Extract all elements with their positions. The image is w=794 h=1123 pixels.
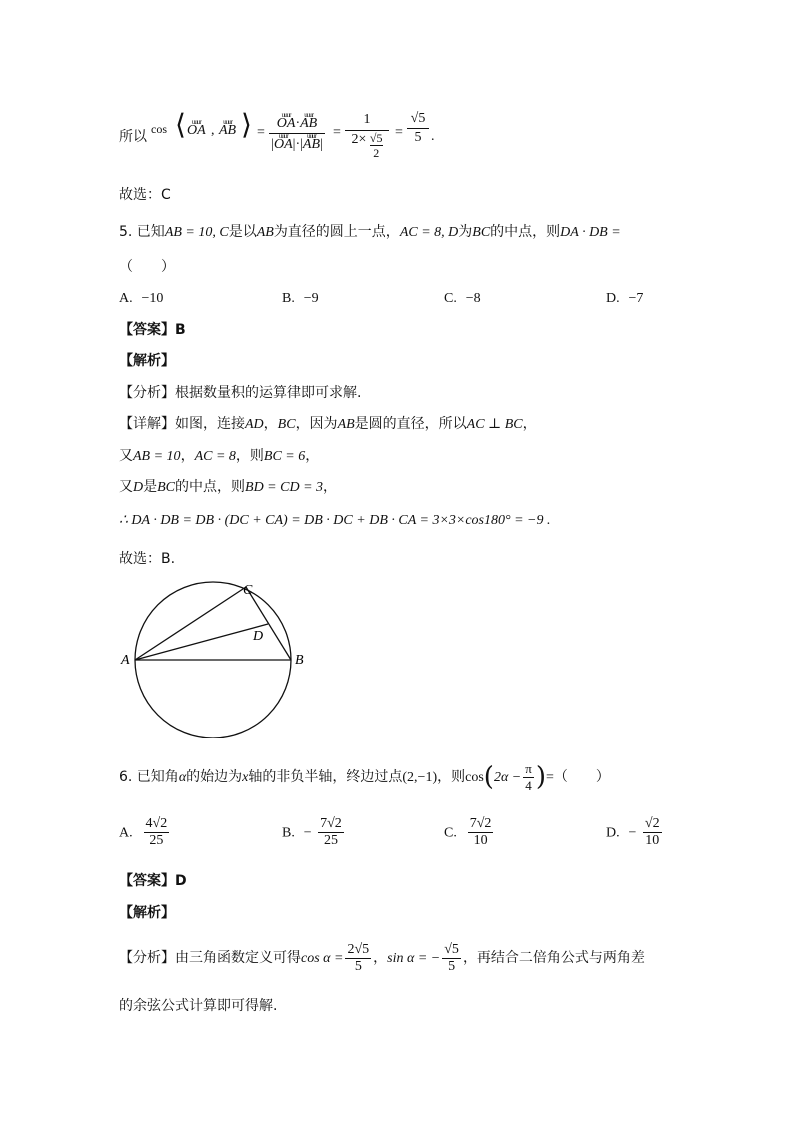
label-b: B xyxy=(295,653,304,668)
q5-option-b: B. −9 xyxy=(282,291,319,306)
q5-line2: 又AB = 10，AC = 8，则BC = 6， xyxy=(119,448,320,464)
final-num: √5 xyxy=(407,110,429,129)
frac-num-ab: uuur AB xyxy=(300,115,317,133)
frac-den-ab: uuur AB xyxy=(303,135,320,155)
circle-figure xyxy=(115,578,315,738)
q5-paren: （ ） xyxy=(119,259,175,275)
q5-xiangjie: 【详解】如图，连接AD，BC，因为AB是圆的直径，所以AC ⊥ BC， xyxy=(119,416,537,432)
q6-option-c: C. $\frac{7√2}{10}$ xyxy=(444,816,492,848)
dot-product-fraction: uuur OA·uuur AB |uuur OA|·|uuur AB| xyxy=(269,112,325,155)
frac-den-oa: uuur OA xyxy=(274,135,293,155)
q6-option-b: B. − $\frac{7√2}{25}$ xyxy=(282,816,342,848)
result-two: 2 xyxy=(373,146,380,160)
q6-option-d: D. − $\frac{√2}{10}$ xyxy=(606,816,660,848)
result-num: 1 xyxy=(345,110,389,131)
q6-analysis-head: 【解析】 xyxy=(119,905,175,921)
vec-ab: uuur AB xyxy=(219,122,236,140)
segment-ad xyxy=(135,624,268,660)
result-fraction xyxy=(345,110,389,160)
equals: = xyxy=(257,125,265,140)
q5-stem-d: AB xyxy=(256,225,274,240)
q6-answer: 【答案】D xyxy=(119,873,187,889)
q5-calc: ∴ DA · DB = DB · (DC + CA) = DB · DC + DB · CA = 3×3×cos180° = −9 . xyxy=(119,513,551,528)
q5-stem-h: BC xyxy=(472,225,491,240)
q5-option-a: A. −10 xyxy=(119,291,164,306)
q5-stem-c: 是以 xyxy=(228,224,257,240)
final-den: 5 xyxy=(414,130,422,145)
q5-stem xyxy=(119,223,621,242)
prev-answer-line: 故选：C xyxy=(119,187,171,203)
segment-ac xyxy=(135,587,246,660)
q5-stem-a: 5. 已知 xyxy=(119,224,165,240)
q5-line3: 又D是BC的中点，则BD = CD = 3， xyxy=(119,479,338,495)
comma: , xyxy=(211,123,215,138)
q5-stem-b: AB = 10, C xyxy=(164,225,229,240)
right-angle-bracket: ⟩ xyxy=(241,108,252,141)
left-angle-bracket: ⟨ xyxy=(175,108,186,141)
q5-analysis-head: 【解析】 xyxy=(119,353,175,369)
q5-stem-e: 为直径的圆上一点， xyxy=(273,224,400,240)
label-a: A xyxy=(121,653,130,668)
document-page: 所以 cos ⟨ uuur OA , uuur AB ⟩ = uuur OA·uuur AB |uuur OA|·|uuur AB| = 1 2× $\frac{√5}{2}$ = $\frac{√5}{5}$ . 故选：C 5. 已知AB = 10, C是以AB为直径的圆上一点，AC = 8, D为BC的中点，则DA · DB = （ ） A. −10 B. −9 C. −8 D. −7 【答案】B 【解析】 【分析】根据数量积的运算律即可求解. 【详解】如图，连接AD，BC，因为AB是圆的直径，所以AC ⊥ BC， 又AB = 10，AC = 8，则BC = 6， 又D是BC的中点，则BD = CD = 3， ∴ DA · DB = DB · (DC + CA) = DB · DC + DB · CA = 3×3×cos180° = −9 . 故选：B. A B C D 6. 已知角α的始边为x轴的非负半轴，终边过点(2,−1)，则cos(2α − $\frac{\pi}{4}$ )=（ ） A. $\frac{4√2}{25}$ B. − $\frac{7√2}{25}$ C. $\frac{7√2}{10}$ D. − $\frac{√2}{10}$ 【答案】D 【解析】 【分析】由三角函数定义可得cos α = $\frac{2√5}{5}$ ，sin α = − $\frac{√5}{5}$ ，再结合二倍角公式与两角差 的余弦公式计算即可得解. xyxy=(0,0,794,1123)
equals: = xyxy=(395,125,403,140)
frac-num-oa: uuur OA xyxy=(277,115,296,133)
q5-answer-line: 故选：B. xyxy=(119,551,176,567)
prev-lead: 所以 xyxy=(119,129,147,145)
prev-cos: cos xyxy=(151,122,167,136)
label-c: C xyxy=(243,583,253,598)
q5-stem-i: 的中点，则 xyxy=(490,224,561,240)
equals: = xyxy=(333,125,341,140)
q5-answer: 【答案】B xyxy=(119,322,186,338)
q5-option-c: C. −8 xyxy=(444,291,481,306)
q5-stem-j: DA · DB = xyxy=(560,225,621,240)
result-sqrt5: √5 xyxy=(369,131,383,145)
q5-stem-f: AC = 8, D xyxy=(399,225,459,240)
q6-option-a: A. $\frac{4√2}{25}$ xyxy=(119,816,168,848)
label-d: D xyxy=(253,629,264,644)
q5-option-d: D. −7 xyxy=(606,291,644,306)
q6-fenxi: 【分析】由三角函数定义可得cos α = $\frac{2√5}{5}$ ，sin α = − $\frac{√5}{5}$ ，再结合二倍角公式与两角差 xyxy=(119,941,645,974)
result-den-pre: 2× xyxy=(351,132,367,147)
q5-stem-g: 为 xyxy=(458,224,473,240)
q5-fenxi: 【分析】根据数量积的运算律即可求解. xyxy=(119,385,362,401)
q6-fenxi-cont: 的余弦公式计算即可得解. xyxy=(119,998,278,1014)
segment-bc xyxy=(246,587,291,660)
vec-oa: uuur OA xyxy=(187,122,206,140)
q6-stem: 6. 已知角α的始边为x轴的非负半轴，终边过点(2,−1)，则cos(2α − $\frac{\pi}{4}$ )=（ ） xyxy=(119,760,610,793)
final-fraction xyxy=(407,110,429,147)
